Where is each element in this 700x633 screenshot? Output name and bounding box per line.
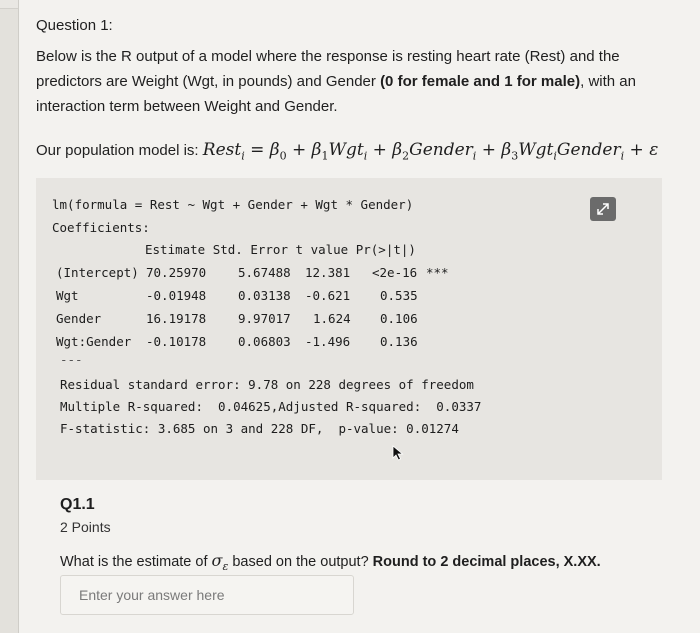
coef-t-value: 1.624: [313, 311, 351, 326]
question-text: [36, 44, 666, 119]
residual-std-error: Residual standard error: 9.78 on 228 degrees of freedom: [60, 377, 474, 392]
coef-estimate: 70.25970: [146, 265, 207, 280]
subquestion-instruction: Round to 2 decimal places, X.XX.: [372, 554, 601, 570]
coef-name: Wgt:Gender: [56, 334, 132, 349]
coef-p-value: 0.106: [380, 311, 418, 326]
coef-t-value: 12.381: [305, 265, 351, 280]
signif-separator: ---: [60, 352, 83, 367]
coef-std-error: 0.06803: [238, 334, 291, 349]
population-model: [36, 140, 686, 162]
coef-name: Gender: [56, 311, 102, 326]
expand-image-button[interactable]: [590, 197, 616, 221]
coef-std-error: 9.97017: [238, 311, 291, 326]
coef-estimate: -0.01948: [146, 288, 207, 303]
f-statistic-line: F-statistic: 3.685 on 3 and 228 DF, p-value: 0.01274: [60, 421, 459, 436]
coef-std-error: 0.03138: [238, 288, 291, 303]
coefficients-label: Coefficients:: [52, 220, 150, 235]
question-text-part-1: Below is the R output of a model where the response is resting heart rate (Rest) and the predictors are Weight (Wgt, in pounds) and Gender: [36, 48, 620, 90]
model-equation: Rest$_i$ = $\beta_0 + \beta_1Wgt_i$ + $\beta_2Gender_i$ + $\beta_3Wgt_iGender_i + \varepsilon$: [202, 140, 659, 163]
mouse-pointer-icon: [392, 445, 404, 461]
coef-table-header: Estimate Std. Error t value Pr(>|t|): [145, 242, 416, 257]
coef-name: (Intercept): [56, 265, 139, 280]
coef-p-value: <2e-16: [372, 265, 418, 280]
subquestion-prompt: What is the estimate of $\sigma_\varepsilon$ based on the output? Round to 2 decimal places, X.XX.: [60, 551, 601, 573]
model-label: Our population model is:: [36, 142, 199, 159]
coef-significance: ***: [426, 265, 449, 280]
coef-estimate: -0.10178: [146, 334, 207, 349]
coef-estimate: 16.19178: [146, 311, 207, 326]
expand-arrows-icon: [596, 202, 610, 216]
coef-p-value: 0.535: [380, 288, 418, 303]
subquestion-title: Q1.1: [60, 496, 95, 513]
coef-t-value: -0.621: [305, 288, 351, 303]
coef-t-value: -1.496: [305, 334, 351, 349]
question-text-part-2: , with an interaction term between Weight and Gender.: [36, 73, 636, 115]
r-call: lm(formula = Rest ~ Wgt + Gender + Wgt * Gender): [52, 197, 414, 212]
question-title: Question 1:: [36, 17, 113, 34]
coef-p-value: 0.136: [380, 334, 418, 349]
coef-name: Wgt: [56, 288, 79, 303]
subquestion-points: 2 Points: [60, 519, 111, 535]
answer-input[interactable]: [60, 575, 354, 615]
question-text-bold: (0 for female and 1 for male): [380, 73, 581, 90]
coef-std-error: 5.67488: [238, 265, 291, 280]
r-squared-line: Multiple R-squared: 0.04625,Adjusted R-squared: 0.0337: [60, 399, 482, 414]
